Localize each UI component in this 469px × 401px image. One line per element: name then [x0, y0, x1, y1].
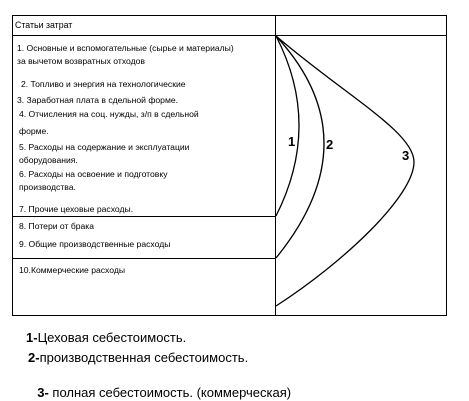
- cost-item-6-line-2: производства.: [19, 182, 76, 192]
- cost-item-5-line-2: оборудования.: [19, 155, 78, 165]
- cost-item-9: 9. Общие производственные расходы: [19, 239, 171, 249]
- legend-number-1: 1-: [26, 330, 38, 345]
- cost-item-1-line-1: 1. Основные и вспомогательные (сырье и материалы): [17, 43, 234, 53]
- legend-item-3: [30, 370, 291, 400]
- cost-item-1-line-2: за вычетом возвратных отходов: [17, 56, 145, 66]
- legend-item-2: [28, 350, 248, 365]
- legend-text-3: полная себестоимость. (коммерческая): [48, 385, 292, 400]
- legend-text-2: производственная себестоимость.: [39, 350, 249, 365]
- cost-item-3: 3. Заработная плата в сдельной форме.: [17, 95, 179, 105]
- cost-item-6-line-1: 6. Расходы на освоение и подготовку: [19, 169, 168, 179]
- curve-3-full-cost: [276, 36, 414, 306]
- curve-1-workshop-cost: [276, 36, 299, 216]
- cost-item-2: 2. Топливо и энергия на технологические: [21, 79, 186, 89]
- curve-1-label: 1: [288, 134, 296, 149]
- legend-text-1: Цеховая себестоимость.: [37, 330, 187, 345]
- cost-item-10: 10.Коммерческие расходы: [19, 265, 126, 275]
- curve-3-label: 3: [402, 148, 410, 163]
- curve-2-label: 2: [326, 137, 334, 152]
- table-header-cost-items: Статьи затрат: [15, 20, 73, 30]
- cost-item-8: 8. Потери от брака: [19, 221, 95, 231]
- cost-item-7: 7. Прочие цеховые расходы.: [19, 204, 134, 214]
- cost-item-4-line-1: 4. Отчисления на соц. нужды, з/п в сдельной: [19, 109, 199, 119]
- legend-number-3: 3-: [37, 385, 49, 400]
- cost-item-5-line-1: 5. Расходы на содержание и эксплуатации: [19, 142, 190, 152]
- legend-number-2: 2-: [28, 350, 40, 365]
- cost-item-4-line-2: форме.: [19, 126, 49, 136]
- legend-item-1: [26, 330, 186, 345]
